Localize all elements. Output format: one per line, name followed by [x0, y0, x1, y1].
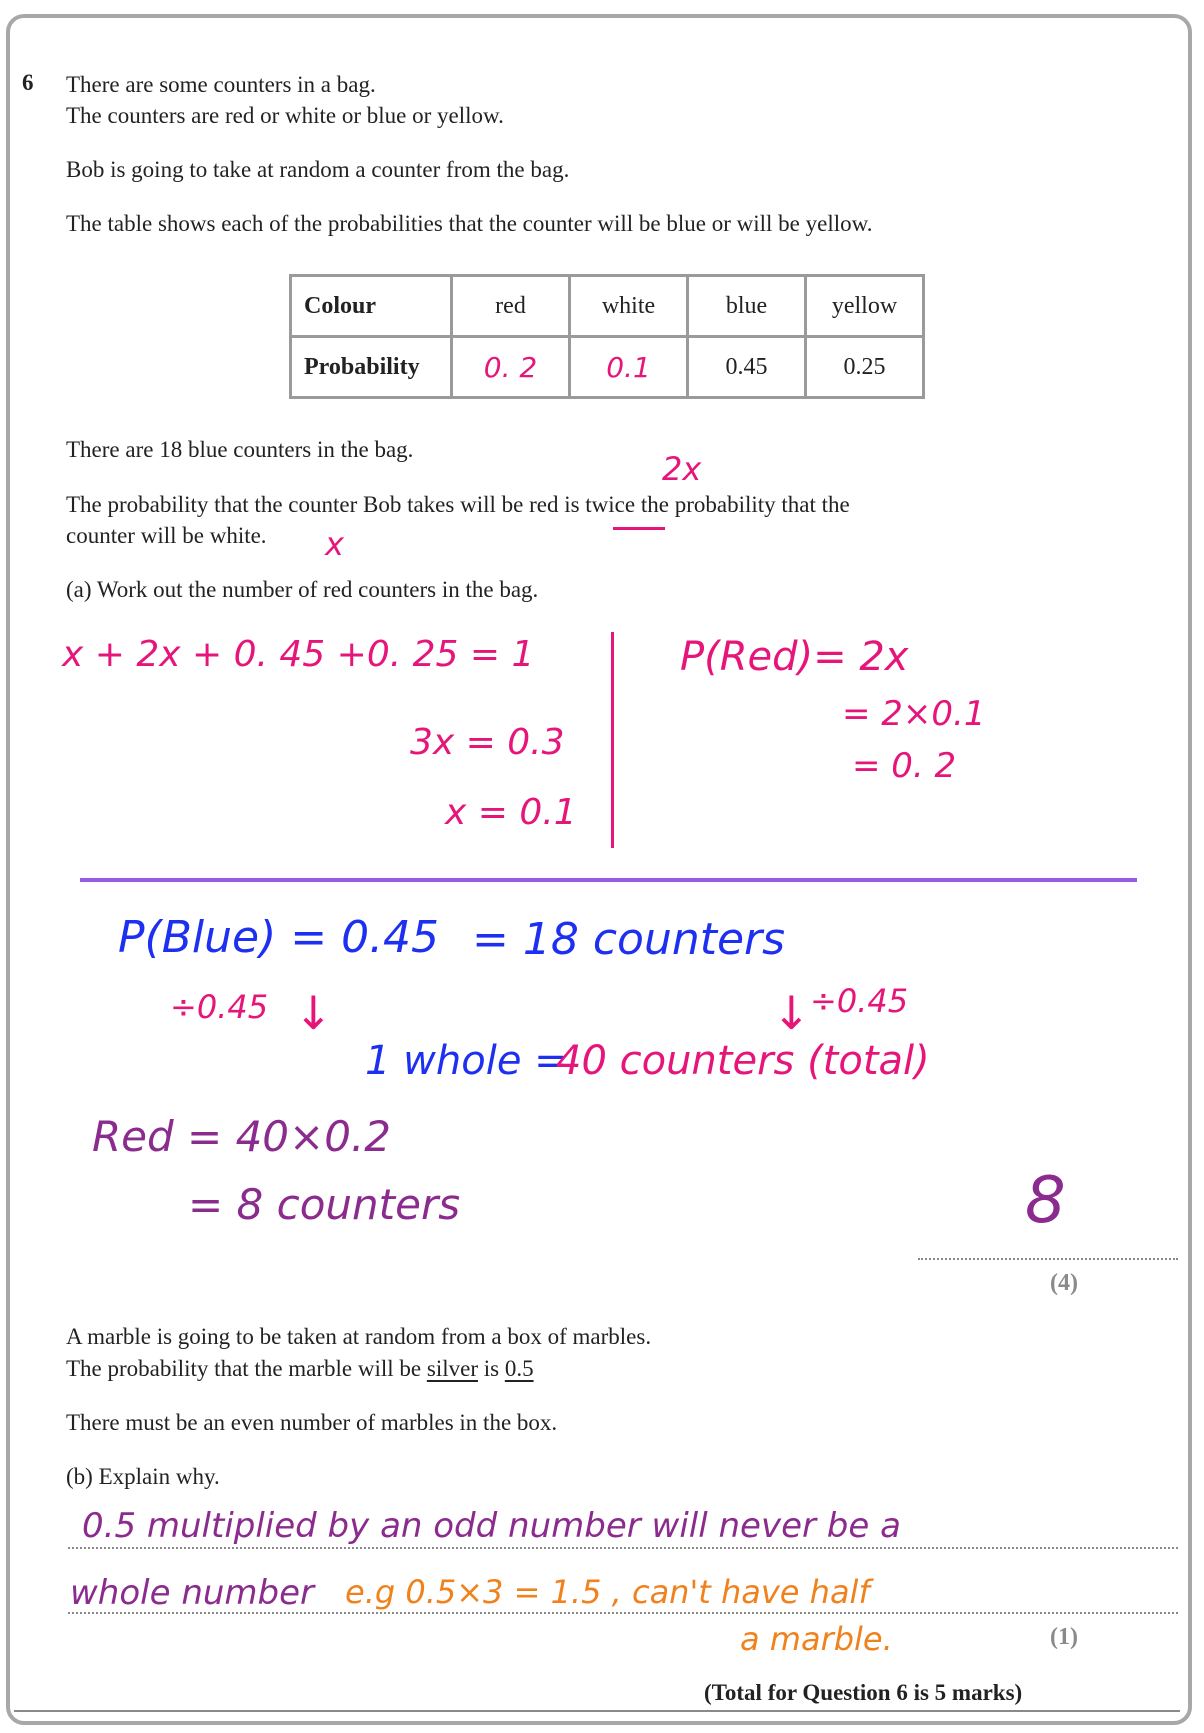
p-red-step-3: = 0. 2: [852, 746, 957, 786]
intro-line-1: There are some counters in a bag.: [66, 72, 376, 97]
table-colour-yellow: yellow: [806, 276, 924, 337]
marks-b: (1): [1050, 1624, 1078, 1650]
marble-line-1: A marble is going to be taken at random from a box of marbles.: [66, 1324, 652, 1349]
equation-sum: x + 2x + 0. 45 +0. 25 = 1: [62, 634, 535, 675]
marks-a: (4): [1050, 1270, 1078, 1296]
table-row-probability: [291, 337, 924, 398]
p-red-step-2: = 2×0.1: [842, 694, 986, 734]
answer-a: 8: [1025, 1164, 1066, 1238]
table-prob-yellow: 0.25: [806, 337, 924, 398]
bottom-rule: [14, 1710, 1180, 1712]
total-marks: (Total for Question 6 is 5 marks): [704, 1680, 1023, 1705]
explanation-line-2b: e.g 0.5×3 = 1.5 , can't have half: [345, 1573, 870, 1611]
one-whole: 1 whole =: [365, 1038, 568, 1084]
divide-left: ÷0.45: [170, 988, 269, 1026]
red-calculation: Red = 40×0.2: [92, 1112, 392, 1161]
table-prob-blue: 0.45: [688, 337, 806, 398]
answer-b-line-2: [68, 1612, 1178, 1614]
question-number: 6: [22, 70, 34, 95]
blue-counters-line: There are 18 blue counters in the bag.: [66, 437, 414, 462]
forty-counters-total: 40 counters (total): [556, 1038, 930, 1084]
table-colour-red: red: [452, 276, 570, 337]
explanation-line-1: 0.5 multiplied by an odd number will never be a: [82, 1506, 901, 1546]
red-twice-line-1: The probability that the counter Bob takes will be red is twice the probability that the: [66, 492, 850, 517]
p-blue-equation: P(Blue) = 0.45: [118, 912, 440, 963]
handwritten-2x: 2x: [662, 450, 702, 488]
table-row-colour: [291, 276, 924, 337]
part-b-question: (b) Explain why.: [66, 1464, 220, 1489]
arrow-down-left-icon: ↓: [294, 986, 333, 1040]
even-number-line: There must be an even number of marbles in the box.: [66, 1410, 558, 1435]
part-a-question: (a) Work out the number of red counters in the bag.: [66, 577, 539, 602]
handwritten-x: x: [325, 525, 344, 563]
bob-line: Bob is going to take at random a counter from the bag.: [66, 157, 570, 182]
table-prob-red: 0. 2: [452, 337, 570, 398]
probability-table: [289, 274, 925, 399]
arrow-down-right-icon: ↓: [772, 986, 811, 1040]
table-header-colour: Colour: [291, 276, 452, 337]
table-colour-white: white: [570, 276, 688, 337]
divide-right: ÷0.45: [810, 982, 909, 1020]
p-red-equation: P(Red)= 2x: [680, 634, 909, 680]
answer-a-line: [918, 1258, 1178, 1260]
table-intro-line: The table shows each of the probabilities that the counter will be blue or will be yellow.: [66, 211, 873, 236]
working-divider-vertical: [611, 632, 614, 848]
intro-line-2: The counters are red or white or blue or yellow.: [66, 103, 504, 128]
red-result: = 8 counters: [188, 1180, 461, 1229]
answer-b-line-1: [68, 1547, 1178, 1549]
working-divider-horizontal: [80, 878, 1137, 882]
equation-x: x = 0.1: [445, 792, 577, 833]
explanation-line-2a: whole number: [70, 1573, 315, 1613]
marble-line-2: The probability that the marble will be silver is 0.5: [66, 1356, 534, 1381]
table-colour-blue: blue: [688, 276, 806, 337]
red-twice-line-2: counter will be white.: [66, 523, 267, 548]
red-underline-mark: [613, 527, 665, 530]
explanation-line-3: a marble.: [740, 1620, 893, 1658]
table-prob-white: 0.1: [570, 337, 688, 398]
blue-18-counters: = 18 counters: [472, 914, 786, 965]
equation-3x: 3x = 0.3: [410, 722, 565, 763]
table-header-probability: Probability: [291, 337, 452, 398]
